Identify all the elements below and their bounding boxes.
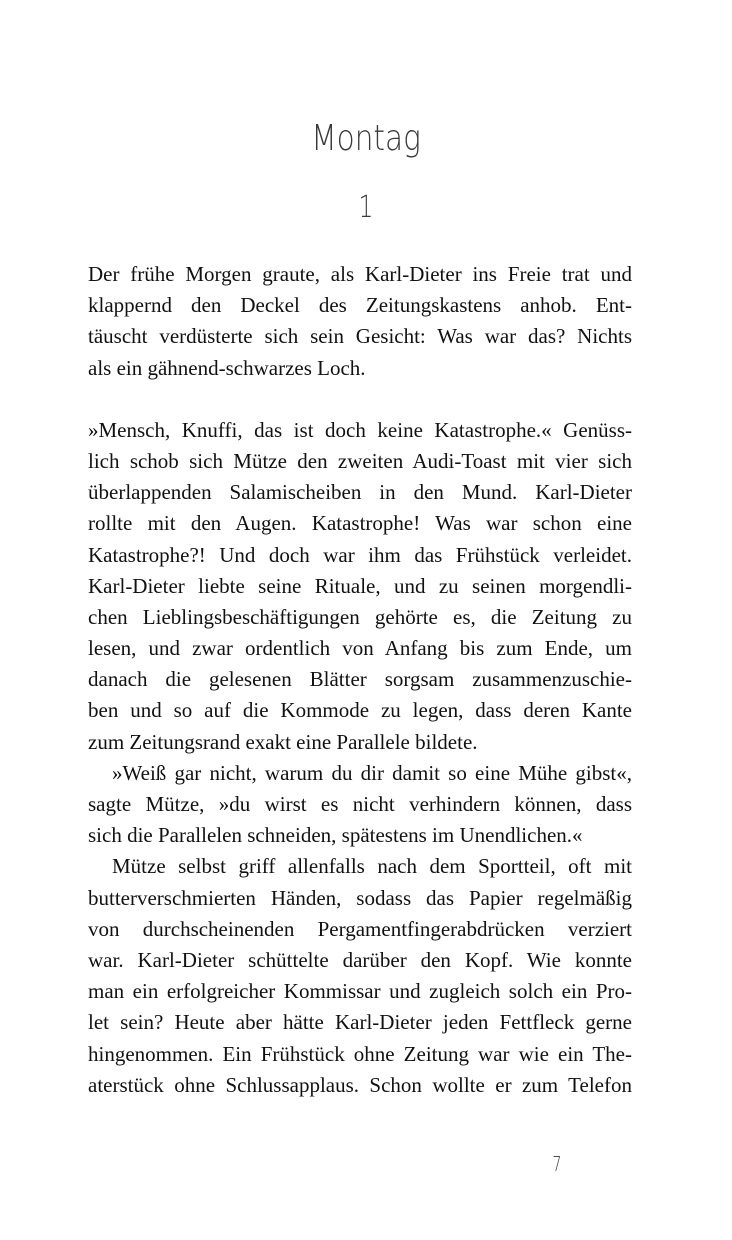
text-line: Katastrophe?! Und doch war ihm das Frühstück verleidet. (88, 542, 632, 567)
text-line: danach die gelesenen Blätter sorgsam zusammenzuschie- (88, 667, 632, 692)
text-line: »Weiß gar nicht, warum du dir damit so eine Mühe gibst«, (112, 760, 632, 785)
text-line: war. Karl-Dieter schüttelte darüber den Kopf. Wie konnte (88, 947, 632, 972)
text-line: lich schob sich Mütze den zweiten Audi-Toast mit vier sich (88, 448, 632, 473)
text-line: lesen, und zwar ordentlich von Anfang bis zum Ende, um (88, 636, 632, 661)
paragraph-3 (88, 758, 632, 852)
chapter-title: Montag (311, 118, 421, 159)
text-line: von durchscheinenden Pergamentfingerabdrücken verziert (88, 916, 632, 941)
text-line: butterverschmierten Händen, sodass das Papier regelmäßig (88, 885, 632, 910)
text-line: aterstück ohne Schlussapplaus. Schon wollte er zum Telefon (88, 1072, 632, 1097)
text-line: täuscht verdüsterte sich sein Gesicht: Was war das? Nichts (88, 324, 632, 349)
paragraph-gap (88, 384, 632, 415)
chapter-number: 1 (358, 190, 374, 225)
text-line: »Mensch, Knuffi, das ist doch keine Katastrophe.« Genüss- (88, 417, 632, 442)
text-line: sagte Mütze, »du wirst es nicht verhindern können, dass (88, 792, 632, 816)
text-line: sich die Parallelen schneiden, spätestens im Unendlichen.« (88, 823, 583, 848)
paragraph-1 (88, 259, 632, 384)
text-line: let sein? Heute aber hätte Karl-Dieter jeden Fettfleck gerne (88, 1010, 632, 1035)
text-line: Karl-Dieter liebte seine Rituale, und zu seinen morgendli- (88, 573, 632, 598)
text-line: hingenommen. Ein Frühstück ohne Zeitung war wie ein The- (88, 1041, 632, 1066)
text-line: rollte mit den Augen. Katastrophe! Was war schon eine (88, 511, 632, 536)
text-line: man ein erfolgreicher Kommissar und zugleich solch ein Pro- (88, 979, 632, 1004)
text-line: überlappenden Salamischeiben in den Mund. Karl-Dieter (88, 480, 632, 505)
text-line: als ein gähnend-schwarzes Loch. (88, 355, 366, 380)
body-text (88, 259, 632, 1101)
text-line: Der frühe Morgen graute, als Karl-Dieter ins Freie trat und (88, 262, 632, 286)
page-number: 7 (552, 1152, 562, 1176)
paragraph-4 (88, 851, 632, 1101)
text-line: ben und so auf die Kommode zu legen, dass deren Kante (88, 698, 632, 723)
text-line: zum Zeitungsrand exakt eine Parallele bildete. (88, 729, 478, 754)
text-line: Mütze selbst griff allenfalls nach dem Sportteil, oft mit (112, 854, 632, 879)
text-line: chen Lieblingsbeschäftigungen gehörte es, die Zeitung zu (88, 604, 632, 629)
text-line: klappernd den Deckel des Zeitungskastens anhob. Ent- (88, 293, 632, 318)
paragraph-2 (88, 415, 632, 758)
